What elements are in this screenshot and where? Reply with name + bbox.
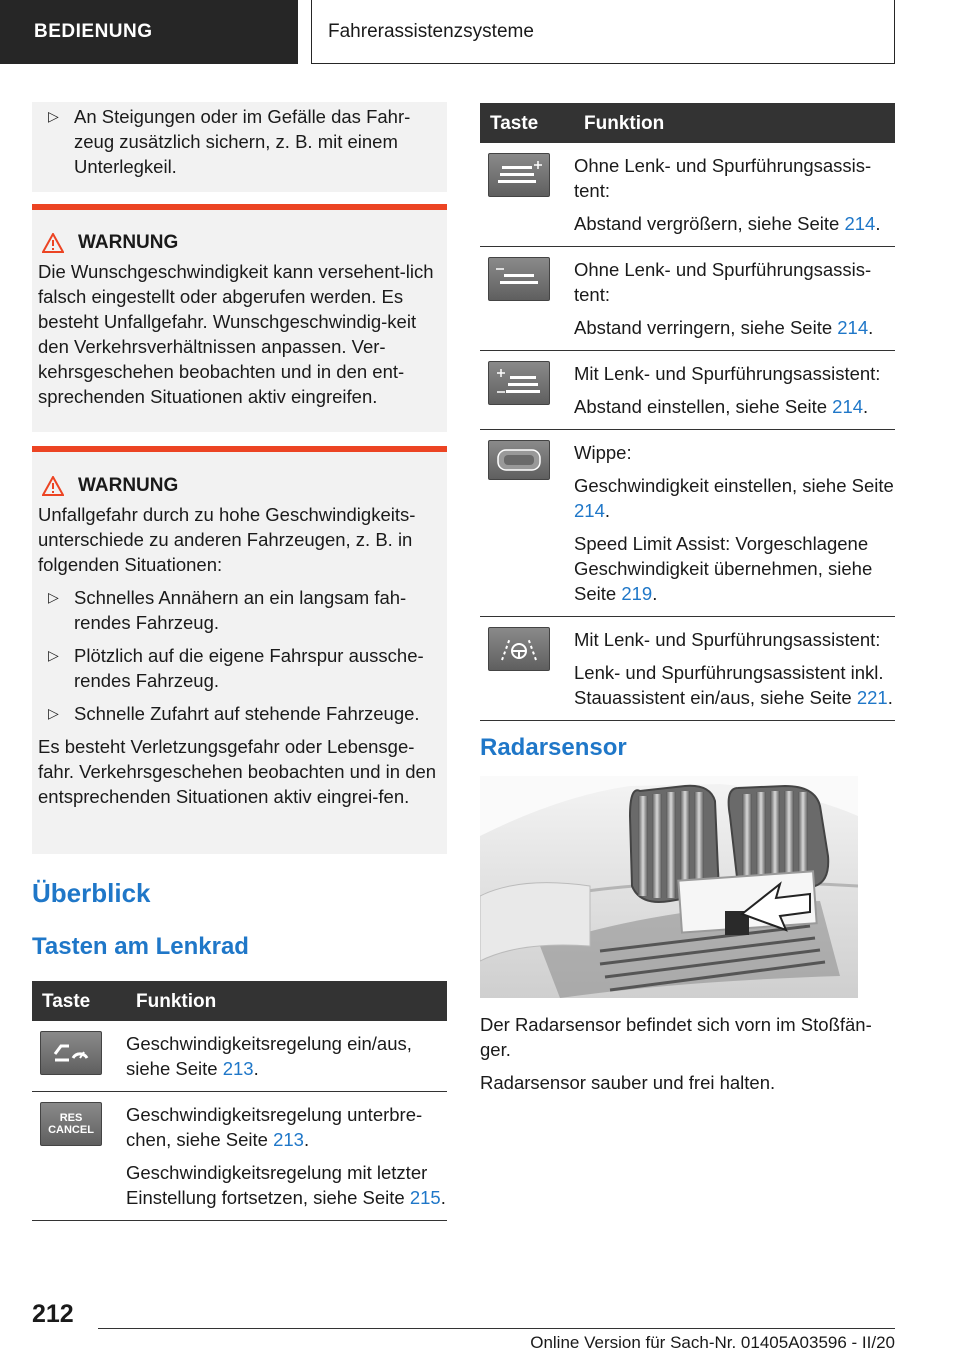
warning-bar: [32, 446, 447, 452]
list-item: ▷ Plötzlich auf die eigene Fahrspur aussche-rendes Fahrzeug.: [48, 645, 424, 691]
page-link[interactable]: 221: [856, 687, 888, 708]
warning-intro: Unfallgefahr durch zu hohe Geschwindigkeits-unterschiede zu anderen Fahrzeugen, z. B. in folgenden Situationen:: [38, 504, 416, 575]
table-row: Ohne Lenk- und Spurführungsassis-tent: Abstand vergrößern, siehe Seite 214.: [480, 143, 895, 247]
distance-decrease-icon: [488, 257, 550, 301]
triangle-bullet-icon: ▷: [48, 647, 59, 663]
list-item: ▷ Schnelle Zufahrt auf stehende Fahrzeuge.: [48, 703, 420, 724]
distance-increase-icon: [488, 153, 550, 197]
warning-outro: Es besteht Verletzungsgefahr oder Lebensge-fahr. Verkehrsgeschehen beobachten und in den entsprechenden Situationen aktiv eingrei-fen.: [38, 736, 437, 807]
page-link[interactable]: 214: [832, 396, 864, 417]
chapter-label: Fahrerassistenzsysteme: [328, 20, 534, 42]
footer-divider: [98, 1328, 895, 1329]
table-row: RES CANCEL Geschwindigkeitsregelung unterbre-chen, siehe Seite 213. Geschwindigkeitsregelung mit letzter Einstellung fortsetzen, siehe Seite 215.: [32, 1092, 447, 1221]
warning-title: WARNUNG: [32, 473, 447, 498]
warning-box-1: [32, 204, 447, 432]
right-table: [480, 103, 895, 721]
page-link[interactable]: 214: [574, 500, 605, 521]
table-row: Ohne Lenk- und Spurführungsassis-tent: Abstand verringern, siehe Seite 214.: [480, 247, 895, 351]
list-item: ▷ An Steigungen oder im Gefälle das Fahr-zeug zusätzlich sichern, z. B. mit einem Unterlegkeil.: [48, 106, 411, 177]
triangle-bullet-icon: ▷: [48, 705, 59, 721]
section-tab: [0, 0, 298, 64]
section-label: BEDIENUNG: [34, 21, 153, 42]
table-row: Mit Lenk- und Spurführungsassistent: Lenk- und Spurführungsassistent inkl. Stauassistent ein/aus, siehe Seite 221.: [480, 617, 895, 721]
table-header: Taste Funktion: [480, 103, 895, 143]
radar-text: [480, 1012, 895, 1095]
table-header: Taste Funktion: [32, 981, 447, 1021]
section-heading: Radarsensor: [480, 734, 627, 761]
footer-text: Online Version für Sach-Nr. 01405A03596 - II/20: [530, 1333, 895, 1352]
radar-paragraph: Der Radarsensor befindet sich vorn im Stoßfän-ger.: [480, 1014, 872, 1060]
section-heading: Überblick: [32, 878, 151, 908]
radar-paragraph: Radarsensor sauber und frei halten.: [480, 1072, 776, 1093]
page-link[interactable]: 213: [222, 1058, 254, 1079]
table-row: Geschwindigkeitsregelung ein/aus, siehe Seite 213.: [32, 1021, 447, 1092]
triangle-bullet-icon: ▷: [48, 589, 59, 605]
warning-text: Die Wunschgeschwindigkeit kann versehent-lich falsch eingestellt oder abgerufen werden. Es besteht Unfallgefahr. Wunschgeschwindig-keit den Verkehrsverhältnissen anpassen. Ver-kehrsgeschehen beobachten und in den ent-sprechenden Situationen aktiv eingreifen.: [38, 261, 434, 407]
warning-triangle-icon: [42, 233, 64, 253]
warning-title: WARNUNG: [32, 230, 447, 255]
page-link[interactable]: 215: [409, 1187, 441, 1208]
list-item: ▷ Schnelles Annähern an ein langsam fah-rendes Fahrzeug.: [48, 587, 407, 633]
warning-bar: [32, 204, 447, 210]
steering-assist-icon: [488, 627, 550, 671]
triangle-bullet-icon: ▷: [48, 108, 59, 124]
page-link[interactable]: 214: [844, 213, 876, 234]
page-number: 212: [32, 1300, 74, 1328]
page-link[interactable]: 214: [837, 317, 869, 338]
cruise-control-icon: [40, 1031, 102, 1075]
res-cancel-icon: RES CANCEL: [40, 1102, 102, 1146]
radar-sensor-image: [480, 776, 858, 998]
distance-adjust-icon: [488, 361, 550, 405]
page-link[interactable]: 219: [621, 583, 653, 604]
chapter-tab: [311, 0, 895, 64]
left-table: [32, 981, 447, 1221]
table-row: Wippe: Geschwindigkeit einstellen, siehe Seite 214. Speed Limit Assist: Vorgeschlagene Geschwindigkeit übernehmen, siehe Seite 219.: [480, 430, 895, 617]
warning-box-2: [32, 446, 447, 854]
subsection-heading: Tasten am Lenkrad: [32, 933, 249, 960]
rocker-switch-icon: [488, 440, 550, 480]
warning-triangle-icon: [42, 476, 64, 496]
table-row: Mit Lenk- und Spurführungsassistent: Abstand einstellen, siehe Seite 214.: [480, 351, 895, 430]
page-link[interactable]: 213: [273, 1129, 304, 1150]
bullet-box: [32, 102, 447, 192]
